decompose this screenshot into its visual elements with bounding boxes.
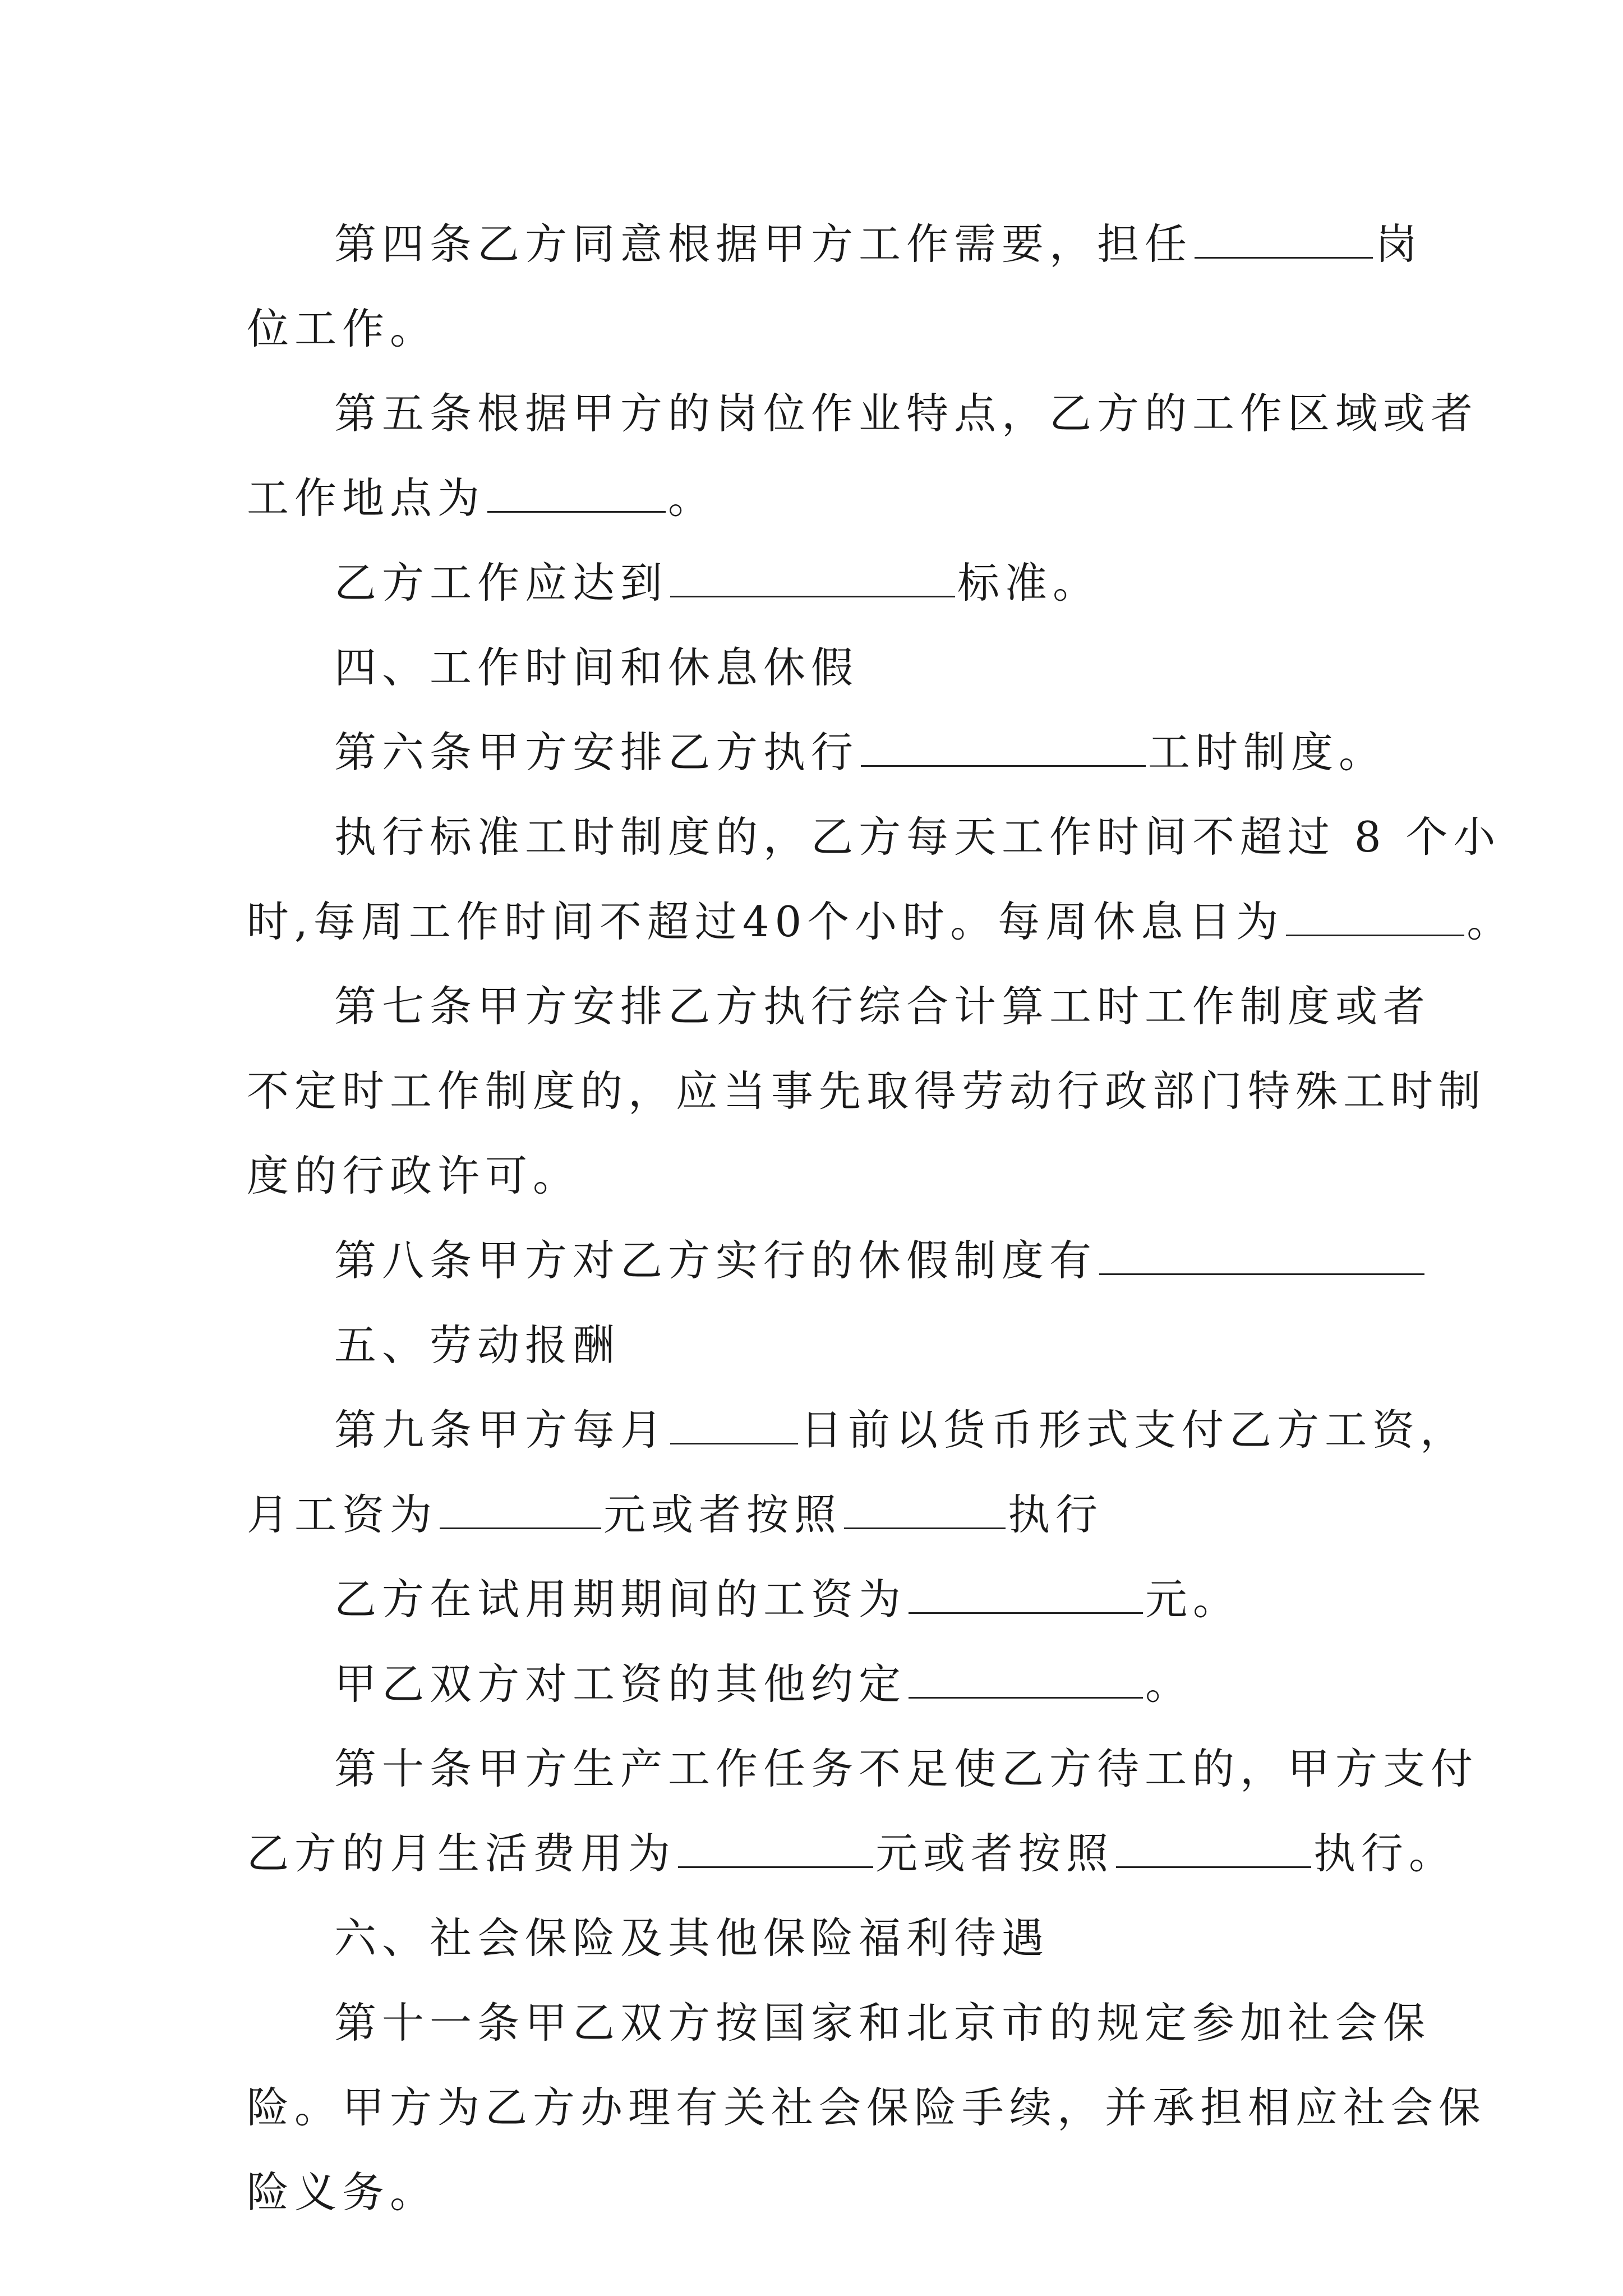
section-heading-5: 五、劳动报酬 <box>334 1320 621 1370</box>
clause-9-tail: 日前以货币形式支付乙方工资， <box>800 1405 1468 1455</box>
or-according-label: 元或者按照 <box>603 1490 842 1539</box>
fill-blank-working-hours-system[interactable] <box>861 730 1146 767</box>
clause-5-tail: 。 <box>668 473 716 523</box>
clause-6-tail: 工时制度。 <box>1148 728 1387 777</box>
standard-hours-text: 时,每周工作时间不超过40个小时。每周休息日为 <box>247 897 1284 946</box>
other-salary-terms-tail: 。 <box>1145 1659 1193 1709</box>
fill-blank-salary-basis[interactable] <box>844 1493 1006 1529</box>
standard-hours-tail: 。 <box>1467 897 1515 946</box>
clause-5-text: 工作地点为 <box>247 473 486 523</box>
work-standard-tail: 标准。 <box>957 558 1101 608</box>
clause-11-continued-2: 险义务。 <box>247 2168 438 2217</box>
probation-salary-tail: 元。 <box>1145 1575 1241 1624</box>
contract-body <box>247 202 1515 2235</box>
clause-5-continued <box>247 456 1391 541</box>
clause-6-text: 第六条甲方安排乙方执行 <box>334 728 859 777</box>
clause-9-text: 第九条甲方每月 <box>334 1405 668 1455</box>
execute-label: 执行 <box>1008 1490 1104 1539</box>
living-expense-label: 乙方的月生活费用为 <box>247 1829 676 1878</box>
clause-4-continued: 位工作。 <box>247 304 438 353</box>
work-standard-text: 乙方工作应达到 <box>334 558 668 608</box>
clause-5: 第五条根据甲方的岗位作业特点，乙方的工作区域或者 <box>334 389 1479 438</box>
other-salary-terms <box>247 1642 1391 1727</box>
clause-8-text: 第八条甲方对乙方实行的休假制度有 <box>334 1236 1098 1285</box>
standard-hours: 执行标准工时制度的，乙方每天工作时间不超过 8 个小 <box>334 812 1501 862</box>
fill-blank-living-expense-basis[interactable] <box>1116 1832 1311 1868</box>
work-standard <box>247 541 1391 625</box>
or-according-label-2: 元或者按照 <box>875 1829 1114 1878</box>
clause-8 <box>247 1218 1391 1303</box>
clause-4-text: 第四条乙方同意根据甲方工作需要，担任 <box>334 219 1193 269</box>
clause-9 <box>247 1388 1468 1473</box>
execute-label-2: 执行。 <box>1313 1829 1457 1878</box>
fill-blank-position[interactable] <box>1195 222 1373 259</box>
clause-6 <box>247 710 1391 795</box>
probation-salary <box>247 1557 1391 1642</box>
fill-blank-work-location[interactable] <box>487 476 666 513</box>
clause-7-continued-2: 度的行政许可。 <box>247 1151 581 1200</box>
clause-11-continued-1: 险。甲方为乙方办理有关社会保险手续，并承担相应社会保 <box>247 2083 1487 2132</box>
standard-hours-continued <box>247 880 1515 964</box>
fill-blank-leave-system[interactable] <box>1099 1239 1424 1275</box>
clause-4-tail: 岗 <box>1375 219 1423 269</box>
fill-blank-other-salary-terms[interactable] <box>909 1662 1143 1699</box>
fill-blank-rest-day[interactable] <box>1286 900 1464 936</box>
clause-10-continued <box>247 1811 1457 1896</box>
fill-blank-living-expense[interactable] <box>678 1832 873 1868</box>
clause-7: 第七条甲方安排乙方执行综合计算工时工作制度或者 <box>334 982 1431 1031</box>
clause-7-continued-1: 不定时工作制度的，应当事先取得劳动行政部门特殊工时制 <box>247 1066 1487 1116</box>
clause-11: 第十一条甲乙双方按国家和北京市的规定参加社会保 <box>334 1998 1431 2047</box>
fill-blank-work-standard[interactable] <box>670 561 955 597</box>
section-heading-6: 六、社会保险及其他保险福利待遇 <box>334 1913 1050 1963</box>
section-heading-4: 四、工作时间和休息休假 <box>334 643 859 692</box>
fill-blank-monthly-salary[interactable] <box>440 1493 601 1529</box>
monthly-salary-label: 月工资为 <box>247 1490 438 1539</box>
probation-salary-text: 乙方在试用期期间的工资为 <box>334 1575 907 1624</box>
clause-4 <box>247 202 1423 287</box>
fill-blank-probation-salary[interactable] <box>909 1577 1143 1614</box>
clause-10: 第十条甲方生产工作任务不足使乙方待工的，甲方支付 <box>334 1744 1479 1793</box>
fill-blank-pay-day[interactable] <box>670 1408 798 1444</box>
clause-9-continued <box>247 1473 1391 1557</box>
other-salary-terms-text: 甲乙双方对工资的其他约定 <box>334 1659 907 1709</box>
